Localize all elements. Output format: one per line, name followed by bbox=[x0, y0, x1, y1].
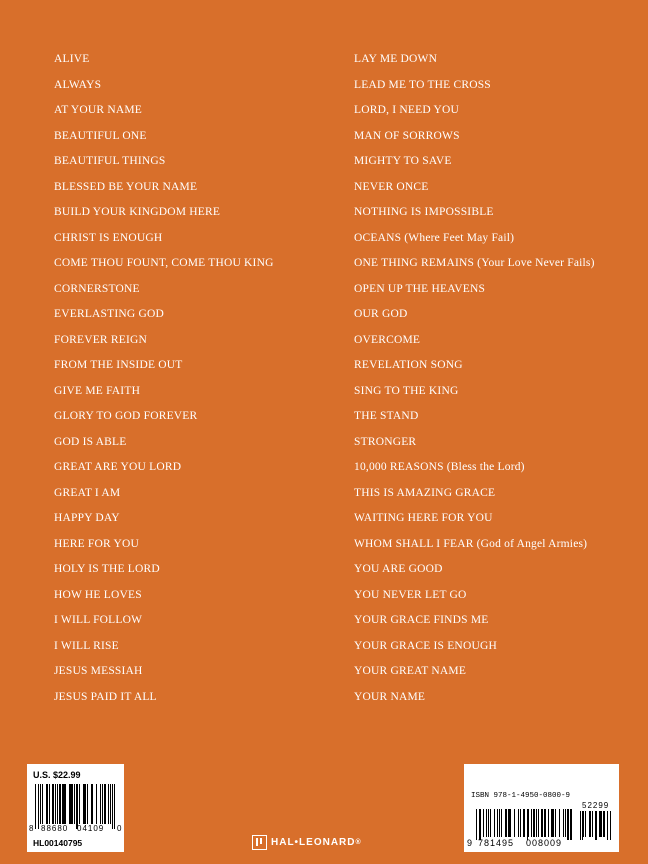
song-title: FROM THE INSIDE OUT bbox=[54, 359, 183, 371]
barcode-bar bbox=[108, 784, 109, 824]
barcode-bar bbox=[83, 784, 84, 824]
song-title: BEAUTIFUL THINGS bbox=[54, 155, 166, 167]
song-title: BLESSED BE YOUR NAME bbox=[54, 180, 198, 193]
barcode-bar bbox=[541, 809, 542, 837]
upc-barcode bbox=[35, 784, 117, 824]
song-title: LEAD ME TO THE CROSS bbox=[354, 78, 491, 91]
barcode-bar bbox=[585, 811, 586, 837]
barcode-bar bbox=[62, 784, 63, 824]
song-title: YOUR NAME bbox=[354, 690, 426, 703]
song-title: WAITING HERE FOR YOU bbox=[354, 512, 493, 524]
barcode-bar bbox=[38, 784, 39, 829]
barcode-bar bbox=[592, 811, 593, 837]
barcode-bar bbox=[84, 784, 86, 824]
song-title: LORD, I NEED YOU bbox=[354, 104, 459, 116]
song-title: NEVER ONCE bbox=[354, 180, 429, 193]
barcode-bar bbox=[63, 784, 65, 824]
barcode-bar bbox=[531, 809, 533, 837]
barcode-bar bbox=[42, 784, 43, 824]
song-title: YOUR GRACE FINDS ME bbox=[354, 614, 489, 626]
song-title: ONE THING REMAINS (Your Love Never Fails) bbox=[354, 257, 595, 269]
song-title: COME THOU FOUNT, COME THOU KING bbox=[54, 257, 274, 269]
barcode-bar bbox=[76, 784, 78, 829]
barcode-bar bbox=[595, 811, 596, 840]
barcode-bar bbox=[536, 809, 537, 837]
song-title: WHOM SHALL I FEAR (God of Angel Armies) bbox=[354, 537, 588, 550]
song-title: GREAT I AM bbox=[54, 486, 121, 499]
isbn-digits-group1: 781495 bbox=[478, 838, 515, 848]
song-title: CORNERSTONE bbox=[54, 282, 140, 295]
upc-digits-group1: 88680 bbox=[41, 824, 69, 833]
barcode-bar bbox=[488, 809, 489, 837]
registered-mark: ® bbox=[355, 839, 361, 846]
song-title: YOUR GRACE IS ENOUGH bbox=[354, 639, 497, 652]
song-title: MIGHTY TO SAVE bbox=[354, 155, 452, 167]
song-title: GIVE ME FAITH bbox=[54, 384, 141, 397]
song-list-right bbox=[354, 50, 595, 713]
barcode-bar bbox=[583, 811, 584, 837]
product-code: HL00140795 bbox=[33, 838, 83, 848]
barcode-bar bbox=[110, 784, 111, 824]
barcode-bar bbox=[589, 811, 591, 837]
upc-right-digit: 0 bbox=[117, 824, 122, 833]
song-title: REVELATION SONG bbox=[354, 359, 463, 371]
barcode-bar bbox=[476, 809, 477, 840]
song-title: I WILL RISE bbox=[54, 639, 119, 652]
barcode-bar bbox=[57, 784, 59, 824]
barcode-bar bbox=[497, 809, 498, 837]
barcode-bar bbox=[520, 809, 521, 837]
barcode-bar bbox=[538, 809, 540, 837]
barcode-bar bbox=[555, 809, 556, 837]
isbn-digits-group2: 008009 bbox=[526, 838, 563, 848]
barcode-bar bbox=[548, 809, 549, 837]
barcode-bar bbox=[544, 809, 545, 837]
song-title: YOUR GREAT NAME bbox=[354, 665, 467, 677]
song-list-left bbox=[54, 50, 274, 713]
song-title: EVERLASTING GOD bbox=[54, 308, 165, 320]
barcode-bar bbox=[499, 809, 500, 837]
song-title: JESUS PAID IT ALL bbox=[54, 690, 157, 703]
barcode-bar bbox=[570, 809, 572, 840]
barcode-bar bbox=[483, 809, 484, 837]
isbn-left-digit: 9 bbox=[467, 838, 473, 848]
barcode-bar bbox=[114, 784, 116, 829]
barcode-bar bbox=[87, 784, 88, 824]
isbn-number: ISBN 978-1-4950-0800-9 bbox=[471, 792, 571, 800]
barcode-bar bbox=[52, 784, 54, 824]
barcode-bar bbox=[70, 784, 72, 824]
song-title: SING TO THE KING bbox=[354, 384, 459, 397]
song-title: HOLY IS THE LORD bbox=[54, 563, 160, 575]
barcode-bar bbox=[74, 784, 75, 824]
barcode-bar bbox=[551, 809, 552, 837]
barcode-bar bbox=[514, 809, 515, 837]
barcode-bar bbox=[508, 809, 509, 837]
barcode-bar bbox=[506, 809, 507, 837]
song-title: STRONGER bbox=[354, 435, 417, 448]
barcode-bar bbox=[599, 811, 600, 837]
barcode-bar bbox=[552, 809, 554, 837]
barcode-bar bbox=[490, 809, 492, 837]
barcode-bar bbox=[505, 809, 506, 837]
barcode-bar bbox=[100, 784, 101, 824]
barcode-bar bbox=[102, 784, 104, 824]
upc-left-digit: 8 bbox=[29, 824, 34, 833]
song-title: CHRIST IS ENOUGH bbox=[54, 231, 163, 244]
barcode-bar bbox=[92, 784, 93, 824]
isbn-addon-barcode bbox=[580, 811, 612, 837]
song-title: NOTHING IS IMPOSSIBLE bbox=[354, 206, 494, 218]
song-title: FOREVER REIGN bbox=[54, 333, 148, 346]
barcode-bar bbox=[563, 809, 564, 837]
barcode-bar bbox=[69, 784, 70, 824]
hal-leonard-logo-icon bbox=[252, 835, 267, 850]
song-title: HOW HE LOVES bbox=[54, 588, 142, 601]
barcode-bar bbox=[527, 809, 528, 840]
song-title: YOU NEVER LET GO bbox=[354, 588, 467, 601]
barcode-bar bbox=[104, 784, 106, 824]
song-title: 10,000 REASONS (Bless the Lord) bbox=[354, 461, 525, 473]
barcode-bar bbox=[46, 784, 48, 824]
song-title: YOU ARE GOOD bbox=[354, 563, 443, 575]
barcode-bar bbox=[580, 811, 581, 840]
song-title: AT YOUR NAME bbox=[54, 104, 143, 116]
song-title: GREAT ARE YOU LORD bbox=[54, 461, 182, 473]
barcode-bar bbox=[40, 784, 41, 824]
barcode-bar bbox=[79, 784, 80, 824]
barcode-bar bbox=[545, 809, 546, 837]
song-title: OUR GOD bbox=[354, 308, 408, 320]
song-title: OVERCOME bbox=[354, 333, 421, 346]
song-title: LAY ME DOWN bbox=[354, 53, 438, 65]
upc-digits-group2: 04109 bbox=[77, 824, 105, 833]
barcode-bar bbox=[494, 809, 495, 837]
barcode-bar bbox=[600, 811, 602, 837]
song-title: JESUS MESSIAH bbox=[54, 665, 143, 677]
barcode-bar bbox=[96, 784, 97, 824]
barcode-bar bbox=[486, 809, 487, 837]
isbn-addon-digits: 52299 bbox=[582, 801, 610, 810]
barcode-bar bbox=[479, 809, 481, 840]
price-barcode-box bbox=[27, 764, 124, 852]
barcode-bar bbox=[35, 784, 36, 829]
song-title: OCEANS (Where Feet May Fail) bbox=[354, 231, 515, 244]
barcode-bar bbox=[55, 784, 56, 824]
song-title: MAN OF SORROWS bbox=[354, 129, 460, 142]
song-title: GOD IS ABLE bbox=[54, 435, 127, 448]
barcode-bar bbox=[509, 809, 511, 837]
song-title: ALWAYS bbox=[54, 78, 102, 91]
barcode-bar bbox=[49, 784, 50, 824]
barcode-bar bbox=[533, 809, 535, 837]
song-title: HAPPY DAY bbox=[54, 512, 120, 524]
barcode-bar bbox=[582, 811, 583, 840]
barcode-bar bbox=[501, 809, 502, 837]
barcode-bar bbox=[518, 809, 520, 837]
isbn-barcode bbox=[476, 809, 574, 837]
barcode-bar bbox=[59, 784, 61, 824]
price-label: U.S. $22.99 bbox=[33, 770, 81, 780]
barcode-bar bbox=[559, 809, 560, 837]
barcode-bar bbox=[523, 809, 524, 837]
song-title: HERE FOR YOU bbox=[54, 537, 140, 550]
song-title: ALIVE bbox=[54, 53, 90, 65]
isbn-barcode-box bbox=[464, 764, 619, 852]
song-title: BEAUTIFUL ONE bbox=[54, 129, 147, 142]
barcode-bar bbox=[607, 811, 609, 840]
barcode-bar bbox=[528, 809, 529, 837]
song-title: I WILL FOLLOW bbox=[54, 614, 143, 626]
publisher-name: HAL•LEONARD bbox=[271, 837, 356, 848]
barcode-bar bbox=[91, 784, 92, 824]
song-title: THIS IS AMAZING GRACE bbox=[354, 486, 496, 499]
barcode-bar bbox=[603, 811, 605, 837]
barcode-bar bbox=[112, 784, 113, 829]
song-title: THE STAND bbox=[354, 410, 419, 422]
barcode-bar bbox=[565, 809, 566, 837]
song-title: OPEN UP THE HEAVENS bbox=[354, 282, 486, 295]
barcode-bar bbox=[567, 809, 569, 840]
song-title: GLORY TO GOD FOREVER bbox=[54, 410, 198, 422]
publisher-logo bbox=[252, 835, 361, 850]
barcode-bar bbox=[610, 811, 611, 840]
song-title: BUILD YOUR KINGDOM HERE bbox=[54, 206, 221, 218]
